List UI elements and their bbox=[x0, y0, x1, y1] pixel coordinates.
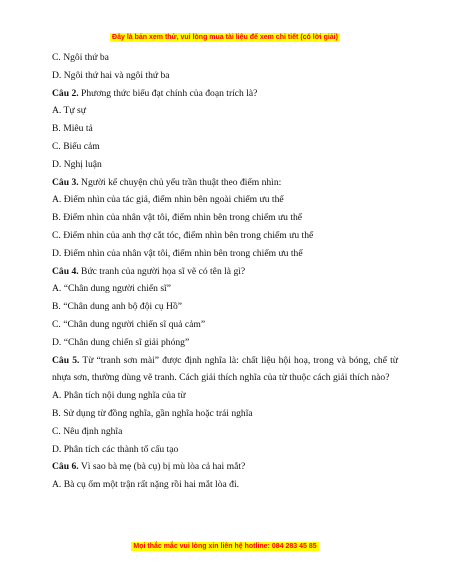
option-q2-c: C. Biểu cảm bbox=[52, 140, 100, 152]
hotline-banner bbox=[0, 535, 450, 553]
option-q3-a: A. Điểm nhìn của tác giả, điểm nhìn bên ngoài chiếm ưu thế bbox=[52, 194, 284, 206]
document-body bbox=[52, 49, 398, 494]
option-q2-b: B. Miêu tả bbox=[52, 123, 93, 135]
option-q5-a: A. Phân tích nội dung nghĩa của từ bbox=[52, 390, 186, 402]
option-q1-d: D. Ngôi thứ hai và ngôi thứ ba bbox=[52, 69, 170, 81]
question-5-label: Câu 5. bbox=[52, 354, 80, 366]
option-q2-a: A. Tự sự bbox=[52, 105, 86, 117]
question-2-label: Câu 2. bbox=[52, 87, 79, 99]
question-3-text: Người kể chuyện chủ yếu trần thuật theo điểm nhìn: bbox=[78, 176, 282, 188]
option-q3-b: B. Điểm nhìn của nhân vật tôi, điểm nhìn bên trong chiếm ưu thế bbox=[52, 212, 303, 224]
option-q2-d: D. Nghị luận bbox=[52, 158, 102, 170]
option-q5-d: D. Phân tích các thành tố cấu tạo bbox=[52, 443, 179, 455]
option-q4-d: D. “Chân dung chiến sĩ giải phóng” bbox=[52, 336, 190, 348]
option-q3-d: D. Điểm nhìn của nhân vật tôi, điểm nhìn bên trong chiếm ưu thế bbox=[52, 247, 303, 259]
option-q4-c: C. “Chân dung người chiến sĩ quả cảm” bbox=[52, 318, 206, 330]
question-6-text: Vì sao bà mẹ (bà cụ) bị mù lòa cả hai mắt? bbox=[78, 461, 246, 473]
question-5 bbox=[52, 352, 398, 388]
question-6 bbox=[52, 458, 398, 476]
question-6-label: Câu 6. bbox=[52, 461, 79, 473]
question-3-label: Câu 3. bbox=[52, 176, 79, 188]
preview-notice-banner bbox=[0, 26, 450, 44]
option-q4-a: A. “Chân dung người chiến sĩ” bbox=[52, 283, 171, 295]
question-5-text: Từ “tranh sơn mài” được định nghĩa là: chất liệu hội hoạ, trong và bóng, chế từ nhựa sơn, thường dùng vẽ tranh. Cách giải thích nghĩa của từ thuộc cách giải thích nào? bbox=[52, 354, 398, 384]
question-2-text: Phương thức biểu đạt chính của đoạn trích là? bbox=[78, 87, 258, 99]
hotline-text: Mọi thắc mắc vui lòng xin liên hệ hotline: 084 283 45 85 bbox=[133, 543, 317, 550]
option-q1-c: C. Ngôi thứ ba bbox=[52, 52, 109, 63]
question-4-label: Câu 4. bbox=[52, 265, 79, 277]
option-q6-a: A. Bà cụ ốm một trận rất nặng rồi hai mắt lòa đi. bbox=[52, 479, 240, 491]
question-4 bbox=[52, 263, 398, 281]
question-3 bbox=[52, 174, 398, 192]
question-4-text: Bức tranh của người họa sĩ vẽ có tên là gì? bbox=[78, 265, 246, 277]
option-q3-c: C. Điểm nhìn của anh thợ cắt tóc, điểm nhìn bên trong chiếm ưu thế bbox=[52, 229, 314, 241]
option-q5-b: B. Sử dụng từ đồng nghĩa, gần nghĩa hoặc trái nghĩa bbox=[52, 407, 253, 419]
preview-notice-text: Đây là bản xem thử, vui lòng mua tài liệu để xem chi tiết (có lời giải) bbox=[112, 34, 338, 41]
option-q4-b: B. “Chân dung anh bộ đội cụ Hồ” bbox=[52, 301, 183, 313]
question-2 bbox=[52, 85, 398, 103]
option-q5-c: C. Nêu định nghĩa bbox=[52, 425, 123, 437]
